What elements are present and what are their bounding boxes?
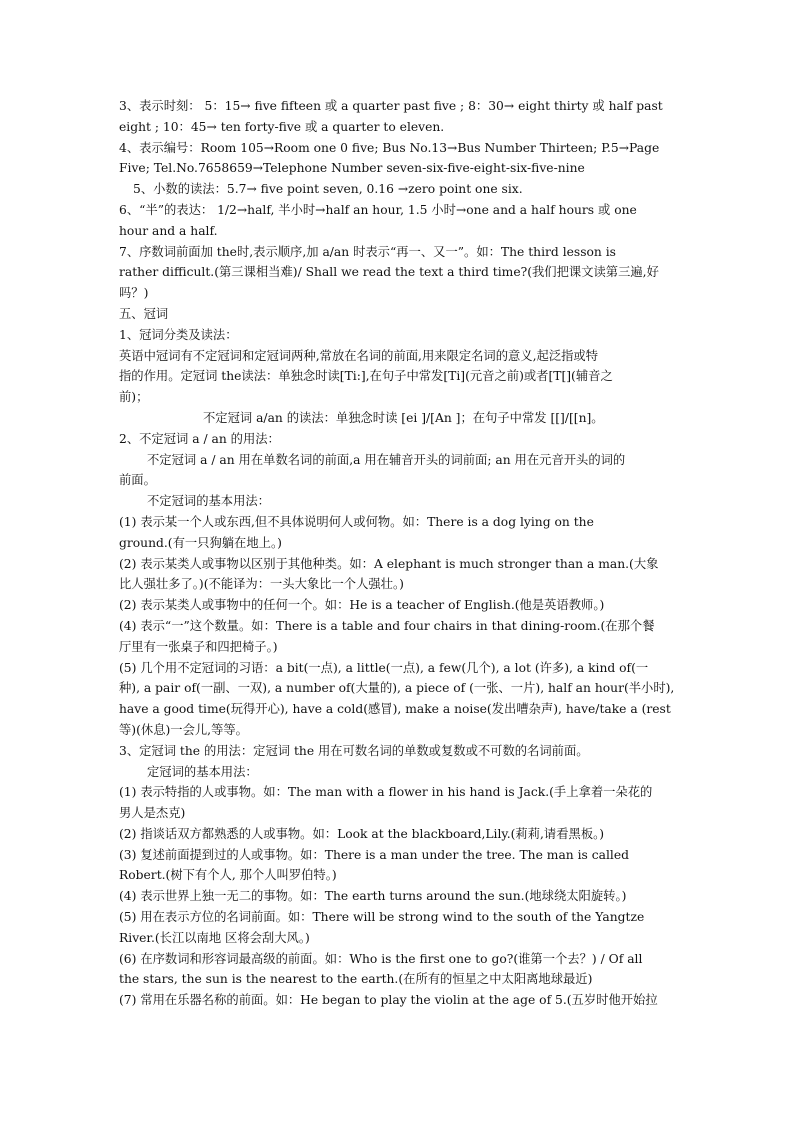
text-line: the stars, the sun is the nearest to the earth.(在所有的恒星之中太阳离地球最近) [119, 972, 593, 987]
text-line: 不定冠词的基本用法： [147, 494, 270, 509]
text-line: Five; Tel.No.7658659→Telephone Number seven-six-five-eight-six-five-nine [119, 161, 585, 176]
text-line: Robert.(树下有个人, 那个人叫罗伯特。) [119, 868, 337, 883]
text-line: 厅里有一张桌子和四把椅子。) [119, 639, 278, 654]
text-line: (6) 在序数词和形容词最高级的前面。如：Who is the first one to go?(谁第一个去？) / Of all [119, 951, 643, 966]
text-line: (2) 指谈话双方都熟悉的人或事物。如：Look at the blackboard,Lily.(莉莉,请看黑板。) [119, 826, 605, 841]
text-line: 吗？) [119, 286, 149, 301]
text-line: rather difficult.(第三课相当难)/ Shall we read the text a third time?(我们把课文读第三遍,好 [119, 265, 659, 280]
text-line: 5、小数的读法：5.7→ five point seven, 0.16 →zero point one six. [133, 182, 523, 197]
text-line: (4) 表示“一”这个数量。如：There is a table and four chairs in that dining-room.(在那个餐 [119, 618, 655, 633]
text-line: (2) 表示某类人或事物以区别于其他种类。如：A elephant is much stronger than a man.(大象 [119, 556, 659, 571]
text-line: (4) 表示世界上独一无二的事物。如：The earth turns around the sun.(地球绕太阳旋转。) [119, 889, 627, 904]
text-line: (7) 常用在乐器名称的前面。如：He began to play the violin at the age of 5.(五岁时他开始拉 [119, 993, 658, 1008]
text-line: 4、表示编号：Room 105→Room one 0 five; Bus No.13→Bus Number Thirteen; P.5→Page [119, 140, 660, 155]
text-line: (5) 几个用不定冠词的习语：a bit(一点), a little(一点), a few(几个), a lot (许多), a kind of(一 [119, 660, 649, 675]
text-line: (1) 表示特指的人或事物。如：The man with a flower in his hand is Jack.(手上拿着一朵花的 [119, 785, 653, 800]
text-line: 2、不定冠词 a / an 的用法： [119, 431, 280, 446]
text-line: 五、冠词 [119, 306, 169, 321]
text-line: 7、序数词前面加 the时,表示顺序,加 a/an 时表示“再一、又一”。如：The third lesson is [119, 244, 616, 259]
text-line: 6、“半”的表达： 1/2→half, 半小时→half an hour, 1.5 小时→one and a half hours 或 one [119, 202, 637, 217]
text-line: 英语中冠词有不定冠词和定冠词两种,常放在名词的前面,用来限定名词的意义,起泛指或特 [119, 348, 599, 363]
text-line: have a good time(玩得开心), have a cold(感冒), make a noise(发出嘈杂声), have/take a (rest [119, 702, 671, 717]
text-line: 指的作用。定冠词 the读法：单独念时读[Ti:],在句子中常发[Ti](元音之前)或者[T[](辅音之 [119, 369, 613, 384]
text-line: 3、定冠词 the 的用法：定冠词 the 用在可数名词的单数或复数或不可数的名词前面。 [119, 743, 589, 758]
text-line: 前面。 [119, 473, 156, 488]
text-line: (5) 用在表示方位的名词前面。如：There will be strong wind to the south of the Yangtze [119, 910, 645, 925]
text-line: 比人强壮多了。)(不能译为：一头大象比一个人强壮。) [119, 577, 404, 592]
text-line: 等)(休息)一会儿,等等。 [119, 722, 248, 737]
text-line: (1) 表示某一个人或东西,但不具体说明何人或何物。如：There is a dog lying on the [119, 514, 594, 529]
text-line: eight ; 10：45→ ten forty-five 或 a quarter to eleven. [119, 119, 445, 134]
text-line: 种), a pair of(一副、一双), a number of(大量的), a piece of (一张、一片), half an hour(半小时), [119, 681, 675, 696]
document-page [119, 96, 674, 1011]
text-line: River.(长江以南地 区将会刮大风。) [119, 930, 310, 945]
text-line: 1、冠词分类及读法： [119, 327, 238, 342]
text-line: 定冠词的基本用法： [147, 764, 258, 779]
text-line: (3) 复述前面提到过的人或事物。如：There is a man under the tree. The man is called [119, 847, 629, 862]
text-line: ground.(有一只狗躺在地上。) [119, 535, 282, 550]
text-line: 前)； [119, 390, 149, 405]
text-line: 男人是杰克) [119, 806, 186, 821]
text-line: 不定冠词 a / an 用在单数名词的前面,a 用在辅音开头的词前面; an 用在元音开头的词的 [147, 452, 626, 467]
text-line: hour and a half. [119, 223, 218, 238]
text-line: (2) 表示某类人或事物中的任何一个。如：He is a teacher of English.(他是英语教师。) [119, 598, 605, 613]
text-line: 3、表示时刻： 5：15→ five fifteen 或 a quarter past five ; 8：30→ eight thirty 或 half past [119, 99, 663, 113]
text-line: 不定冠词 a/an 的读法：单独念时读 [ei ]/[An ]；在句子中常发 [[]/[[n]。 [203, 410, 604, 425]
